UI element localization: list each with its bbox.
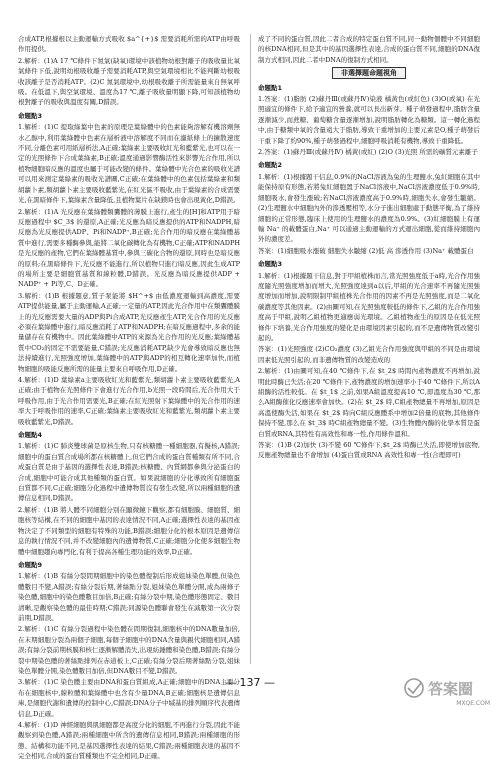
answer-paragraph: 2.解析：(1)由圖可知,在40 ℃條件下,在 $t_2$ 時間內產物濃度不再增加,說明此時酶已失活;在20 ℃條件下,產物濃度的增加速率小于40 ℃條件下,所以A組酶的活性較低。在 $t_1$ 之前,如果A組溫度提高10 ℃,即溫度為30 ℃,那么A組酶催化反應速率會加快。(2)在 $t_2$ 時,C組產物總量不再增加,原因是高溫使酶失活,如果在 $t_2$ 時向C組反應體系中增加2倍量的底物,其他條件保持不變,那么在 $t_3$ 時C組產物總量不變。(3)生物體內酶的化學本質是蛋白質或RNA,其特性有高效性和專一性,作用條件溫和。 — [258, 367, 480, 438]
answer-paragraph: 1.解析：(1)根據題干信息,對于甲組植株而言,當光照強度低于a時,光合作用強度隨光照強度增加而增大,光照強度達到a以后,甲組的光合速率不再隨光照強度增加而增加,說明限制甲組植株光合作用的因素不再是光照強度,而是二氧化碳濃度等其他因素。(2)由圖可知,在光照強度較低的條件下,乙組的光合作用強度高于甲組,說明乙組植物更適應弱光環境。乙組植物產生的原因是在低光照條件下培養,光合作用強度的變化是由環境因素引起的,而不是遺傳物質改變引起的。 — [258, 271, 480, 342]
answer-paragraph: 答案：(1)細胞吸水漲破 細胞失水皺縮 (2)低 高 滲透作用 (3)Na⁺ 載體蛋白 — [258, 246, 474, 255]
column-divider — [250, 34, 251, 664]
answer-paragraph: 4.解析：(1)D 神經細胞與肌細胞都是高度分化的細胞,不再進行分裂,因此不能觀察到染色體,A錯誤;兩種細胞中所含的遺傳信息相同,B錯誤;兩種細胞的形態、結構和功能不同,是基因選擇性表達的結果,C錯誤;兩種細胞表達的基因不完全相同,合成的蛋白質種類也不完全相同,D正確。 — [18, 721, 240, 761]
page-number: — 137 — — [225, 676, 275, 689]
watermark-brand: 答案圈 — [428, 680, 474, 698]
watermark-site: MXQE.COM — [456, 700, 490, 707]
section-heading: 命題點3 — [18, 111, 43, 120]
answer-paragraph: 2.解析：(1)C 有絲分裂過程中染色體在間期復制,細胞核中的DNA數量加倍,在末期細胞分裂為兩個子細胞,每個子細胞中的DNA含量與親代細胞相同,A錯誤;有絲分裂前期核膜和核仁逐漸解體消失,出現紡錘體和染色體,B錯誤;有絲分裂中期染色體的著絲點排列在赤道板上,C正確;有絲分裂后期著絲點分裂,姐妹染色單體分開,染色體數目加倍,但DNA數目不變,D錯誤。 — [18, 625, 240, 675]
section-banner — [258, 68, 480, 78]
answer-paragraph: 1.解析：(1)根據題干信息,0.9%的NaCl溶液為兔的生理鹽水,兔紅細胞在其中能保持原有形態,若將兔紅細胞置于NaCl溶液中,NaCl溶液濃度低于0.9%時,細胞吸水,會發生漲破;若NaCl溶液濃度高于0.9%時,細胞失水,會發生皺縮。(2)生理鹽水中細胞內外的滲透壓相等,水分子進出細胞處于動態平衡,為了維持細胞的正常形態,臨床上使用的生理鹽水的濃度為0.9%。(3)紅細胞膜上有運輸 Na⁺ 的載體蛋白,Na⁺ 可以通過主動運輸的方式運出細胞,從而維持細胞內外的濃度差。 — [258, 172, 480, 244]
answer-paragraph: 4.解析：(1)D 葉綠素a主要吸收紅光和藍紫光,類胡蘿卜素主要吸收藍紫光,A正確;由于植物在光照條件下會進行光合作用,b光照一段時間后,光合作用大于呼吸作用,由于光合作用需要光,B正確;在紅光照射下葉綠體中的光合作用的速率大于呼吸作用的速率,C正確;葉綠素主要吸收紅光和藍紫光,類胡蘿卜素主要吸收藍紫光,D錯誤。 — [18, 376, 240, 426]
answer-paragraph: 2.解析：(1)A 光反應在葉綠體類囊體的薄膜上進行,產生的[H]和ATP用于暗反應過程中 $C_3$ 的還原,A正確;光反應為暗反應提供的ATP和NADPH,暗反應為光反應提供ADP、Pi和NADP⁺,B正確;光合作用的暗反應在葉綠體基質中進行,需要多種酶參與,能將二氧化碳轉化為有機物,C正確;ATP和NADPH是光反應的產物,它們在葉綠體基質中,參與三碳化合物的還原,同時也是暗反應的原料;在黑暗條件下,光反應不能進行,所以植物只進行暗反應,因此生成ATP的場所主要是細胞質基質和線粒體,D錯誤。光反應為暗反應提供ADP + NADP⁺ + Pi等,C、D正確。 — [18, 207, 240, 289]
answer-paragraph: 合成ATP,根據根以主動運輸方式吸收 $a^{+}$ 需要消耗所需的ATP由呼吸作用提供。 — [18, 35, 240, 54]
answer-paragraph: 1.答案：(1)脂肪 (2)蘇丹Ⅲ(或蘇丹Ⅳ)染液 橘黃色(或紅色) (3)O(或氧) 在光照適宜的條件下,給予適宜的營養,就可以長出新芽。種子萌發過程中,脂肪含量逐漸減少,而蔗糖、葡萄糖含量逐漸增加,說明脂肪轉化為糖類。這一轉化過程中,由于糖類中氧的含量遠大于脂肪,導致干重增加的主要元素是O,種子萌發后干重下降了約90%,種子萌發過程中,細胞呼吸消耗有機物,導致干重降低。 — [258, 95, 480, 145]
left-column — [18, 34, 240, 763]
answer-paragraph: 答案：(1)B (2)加快 (3)不變 60 ℃條件下,$t_2$ 時酶已失活,即使增加底物,反應產物總量也不會增加 (4)蛋白質或RNA 高效性和專一性(合理即可) — [258, 441, 480, 460]
answer-paragraph: 1.解析：(1)C 提取綠葉中色素的原理是葉綠體中的色素能夠溶解有機溶劑無水乙醇中,利用葉綠體中色素在層析液中溶解度不同而在濾紙條上的擴散速度不同,分離色素可用紙層析法,A正確;葉綠素主要吸收紅光和藍紫光,也可以在一定的光照條件下合成葉綠素,B正確;溫度通過影響酶活性來影響光合作用,所以植物細胞暗反應的溫度也屬于可能改變的條件。葉綠體中光合色素的吸收光譜可以用來測定葉綠素的吸收光譜圖,C正確;在葉綠體中的色素包括葉綠素和類胡蘿卜素,類胡蘿卜素主要吸收藍紫光,在紅光區不吸收,由于葉綠素的合成需要光,在黑暗條件下,葉綠素含量降低,且植物葉片在缺鎂時也會出現黃化,D錯誤。 — [18, 123, 240, 205]
answer-paragraph: 2.答案：(1)蘇丹Ⅲ(或蘇丹Ⅳ) 橘黃(或紅) (2)O (3)光照 所需的礦質元素離子 — [258, 148, 478, 157]
answer-paragraph: 答案：(1)光照強度 (2)CO₂濃度 (3)乙組光合作用強度與甲組的不同是由環境因素低光照引起的,而非遺傳物質的改變造成的 — [258, 345, 480, 364]
section-banner-label: 非選擇題命題視角 — [332, 67, 406, 79]
answer-paragraph: 3.解析：(1)C 染色體主要由DNA和蛋白質組成,A正確;細胞中的DNA主要分布在細胞核中,線粒體和葉綠體中也含有少量DNA,B正確;細胞核是遺傳信息庫,是細胞代謝和遺傳的控制中心,C錯誤;DNA分子中堿基的排列順序代表遺傳信息,D正確。 — [18, 678, 240, 718]
section-heading: 命題點1 — [258, 83, 283, 92]
section-heading: 命題點9 — [18, 560, 43, 569]
answer-paragraph: 成了不同的蛋白質,因此二者合成的特定蛋白質不同,同一動物個體中不同細胞的核DNA相同,但是其中的基因選擇性表達,合成的蛋白質不同,細胞的DNA復制方式相同,因此二者中DNA的復制方式相同。 — [258, 35, 480, 64]
section-heading: 命題點3 — [258, 260, 283, 269]
answer-paragraph: 1.解析：(1)B 有絲分裂間期細胞中的染色體復制后形成姐妹染色單體,但染色體數目不變,A錯誤;有絲分裂后期,著絲點分裂,姐妹染色單體分開,成為兩條子染色體,細胞中的染色體數目加倍,B正確;有絲分裂中期,染色體形態固定、數目清晰,是觀察染色體的最佳時期;C錯誤;同源染色體聯會發生在減數第一次分裂前期,D錯誤。 — [18, 572, 240, 622]
answer-paragraph: 2.解析：(1)A 17 ℃條件下氮氣(缺氧)環境中該植物幼根對離子的吸收量比氧氣條件下低,說明幼根吸收離子需要消耗ATP,與空氣環境相比不能判斷幼根吸收該離子是否消耗ATP。(2)C 氮氣環境中,幼根吸收離子所需能量來自無氧呼吸。在低溫下,與空氣環境、溫度為17 ℃,離子吸收量明顯下降,可知該植物幼根對離子的吸收與溫度有關,D錯誤。 — [18, 56, 240, 107]
answer-paragraph: 2.解析：(1)B 將人體不同細胞分別在顯微鏡下觀察,都有細胞膜、細胞質、細胞核等結構,在不同的細胞中基因的表達情況不同,A正確;選擇性表達的基因產物決定了不同類型的細胞有特殊的功能,B錯誤;細胞分化的根本原因是遺傳信息的執行情況不同,并不改變細胞內的遺傳物質,C正確;細胞分化使多細胞生物體中細胞趨向專門化,有利于提高各種生理功能的效率,D正確。 — [18, 505, 240, 556]
section-heading: 命題點4 — [18, 431, 43, 440]
section-heading: 命題點2 — [258, 161, 283, 170]
answer-paragraph: 1.解析：(1)C 肺炎雙球菌是原核生物,只有核糖體一種細胞器,有擬核,A錯誤;細胞中的蛋白質合成場所都在核糖體上,但它們合成的蛋白質種類有所不同,合成蛋白質是由于基因的選擇性表達,B錯誤;核糖體、內質網都參與分泌蛋白的合成,細胞中可能合成其他種類的蛋白質。如果說細胞的分化導致所有細胞蛋白質都不同,C正確;細胞分化過程中遺傳物質沒有發生改變,所以兩種細胞的遺傳信息相同,D錯誤。 — [18, 442, 240, 503]
right-column — [258, 34, 480, 462]
answer-paragraph: 3.解析：(1)B 根據題意,質子泵能將 $H^+$ 由低濃度運輸到高濃度,需要ATP提供能量,屬于主動運輸,A正確;一定量的ATP,因此光合作用中在類囊體膜上的光反應需要大量的ADP與Pi合成ATP,光反應產生ATP,光合作用的光反應必須在葉綠體中進行,暗反應消耗了ATP和NADPH;在暗反應過程中,多余的能量儲存在有機物中。因此葉綠體中ATP的來源為光合作用的光反應;葉綠體基質中CO₂的固定不需要能量,C錯誤;光反應消耗ATP,缺少光會導致暗反應也無法持續進行,光照強度增加,葉綠體中的ATP與ADP的相互轉化速率加快,而植物細胞的吸能反應所需的能量主要來自呼吸作用,D正確。 — [18, 291, 240, 373]
